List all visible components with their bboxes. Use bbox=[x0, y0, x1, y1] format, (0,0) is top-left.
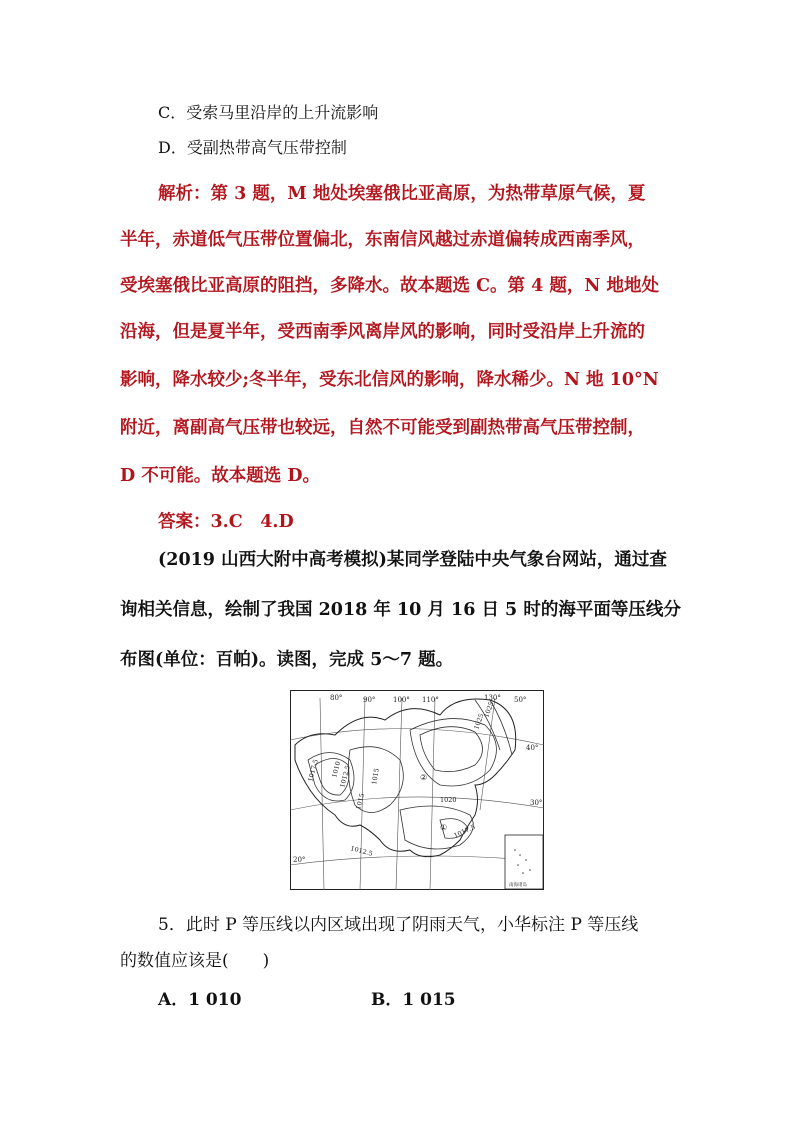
lon-90: 90° bbox=[363, 696, 376, 704]
question5-line-2: 的数值应该是( ) bbox=[120, 951, 270, 971]
intro-line-3: 布图(单位：百帕)。读图，完成 5～7 题。 bbox=[120, 650, 454, 670]
lat-20: 20° bbox=[293, 856, 306, 864]
isobar-map bbox=[290, 690, 544, 890]
analysis-line-5: 影响，降水较少;冬半年，受东北信风的影响，降水稀少。N 地 10°N bbox=[120, 370, 659, 390]
isobar-label-1015-b: 1015 bbox=[354, 792, 367, 811]
isobar-label-1025: 1025 bbox=[472, 712, 486, 731]
option-b: B．1 015 bbox=[371, 990, 456, 1010]
inset-box bbox=[505, 835, 543, 889]
analysis-line-7: D 不可能。故本题选 D。 bbox=[120, 466, 321, 486]
isobar-label-1012-5-b: 1012.5 bbox=[349, 844, 374, 858]
option-d: D．受副热带高气压带控制 bbox=[158, 138, 347, 157]
intro-line-1: (2019 山西大附中高考模拟)某同学登陆中央气象台网站，通过查 bbox=[158, 550, 667, 570]
lon-110: 110° bbox=[422, 696, 439, 704]
isobar-label-1025-b: 1025 bbox=[482, 700, 496, 719]
isobar-label-1012-5: 1012.5 bbox=[338, 764, 352, 789]
lat-30: 30° bbox=[530, 799, 543, 807]
inset-label: 南海诸岛 bbox=[509, 883, 527, 888]
isobar-label-1010: 1010 bbox=[330, 760, 343, 779]
marker-2: ② bbox=[420, 773, 428, 782]
isobar-label-1017-5: 1017.5 bbox=[306, 758, 320, 783]
lat-50: 50° bbox=[514, 696, 527, 704]
analysis-line-2: 半年，赤道低气压带位置偏北，东南信风越过赤道偏转成西南季风， bbox=[120, 230, 645, 250]
answer-label: 答案： bbox=[158, 512, 211, 532]
answer-line bbox=[158, 508, 294, 533]
lon-80: 80° bbox=[330, 694, 343, 702]
analysis-line-3: 受埃塞俄比亚高原的阻挡，多降水。故本题选 C。第 4 题，N 地地处 bbox=[120, 276, 659, 296]
lon-130: 130° bbox=[484, 694, 501, 702]
analysis-line-4: 沿海，但是夏半年，受西南季风离岸风的影响，同时受沿岸上升流的 bbox=[120, 322, 645, 342]
isobar-label-1017-5-b: 1017.5 bbox=[452, 822, 477, 840]
analysis-line-1: 解析：第 3 题，M 地处埃塞俄比亚高原，为热带草原气候，夏 bbox=[158, 184, 646, 204]
analysis-line-6: 附近，离副高气压带也较远，自然不可能受到副热带高气压带控制， bbox=[120, 418, 645, 438]
lon-100: 100° bbox=[393, 696, 410, 704]
question5-line-1: 5．此时 P 等压线以内区域出现了阴雨天气，小华标注 P 等压线 bbox=[158, 915, 639, 935]
answer-text: 3.C 4.D bbox=[210, 512, 294, 532]
lat-40: 40° bbox=[526, 744, 539, 752]
analysis-label: 解析： bbox=[158, 184, 211, 204]
isobar-label-1020: 1020 bbox=[440, 796, 457, 804]
intro-line-2: 询相关信息，绘制了我国 2018 年 10 月 16 日 5 时的海平面等压线分 bbox=[120, 600, 681, 620]
isobar-label-1015: 1015 bbox=[370, 767, 381, 786]
marker-1: ① bbox=[440, 823, 448, 832]
option-c: C．受索马里沿岸的上升流影响 bbox=[158, 103, 379, 122]
option-a: A．1 010 bbox=[158, 990, 242, 1010]
